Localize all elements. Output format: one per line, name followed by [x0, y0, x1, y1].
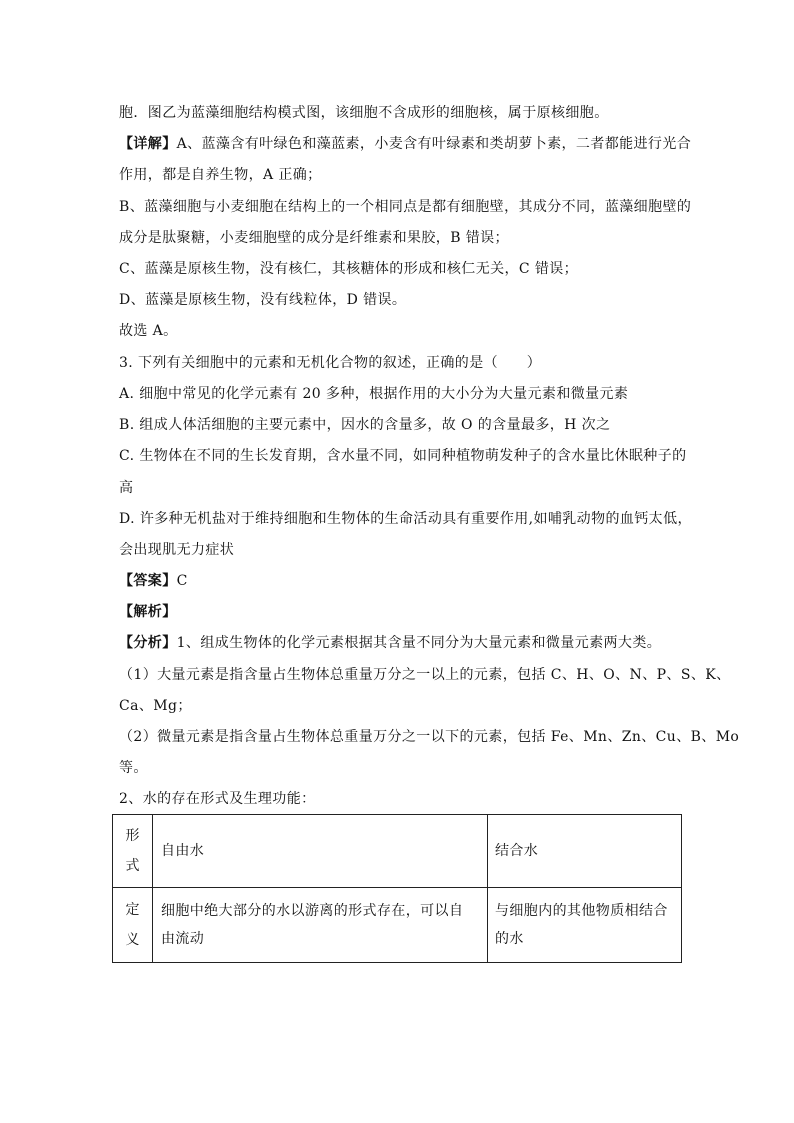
option-b: B. 组成人体活细胞的主要元素中，因水的含量多，故 O 的含量最多，H 次之	[119, 417, 611, 433]
text-line: 作用，都是自养生物，A 正确；	[119, 167, 322, 183]
text-line: 成分是肽聚糖，小麦细胞壁的成分是纤维素和果胶，B 错误；	[119, 230, 509, 246]
text-line: B、蓝藻细胞与小麦细胞在结构上的一个相同点是都有细胞壁，其成分不同，蓝藻细胞壁的	[119, 199, 692, 215]
text-line: C、蓝藻是原核生物，没有核仁，其核糖体的形成和核仁无关，C 错误；	[119, 261, 579, 277]
table-cell: 结合水	[488, 815, 682, 888]
table-cell: 自由水	[152, 815, 487, 888]
section-tag: 【解析】	[119, 604, 177, 620]
text-line: D、蓝藻是原核生物，没有线粒体，D 错误。	[119, 292, 407, 308]
table-row-header: 定义	[113, 888, 153, 963]
table-cell: 细胞中绝大部分的水以游离的形式存在，可以自由流动	[152, 888, 487, 963]
text-line: （1）大量元素是指含量占生物体总重量万分之一以上的元素，包括 C、H、O、N、P、S、K、	[119, 667, 731, 683]
analysis-heading	[119, 603, 679, 621]
text-line: 【详解】A、蓝藻含有叶绿色和藻蓝素，小麦含有叶绿素和类胡萝卜素，二者都能进行光合	[119, 136, 692, 152]
section-tag: 【答案】	[119, 573, 177, 589]
table-row-header: 形式	[113, 815, 153, 888]
option-c-cont: 高	[119, 480, 134, 496]
text-line: 2、水的存在形式及生理功能：	[119, 791, 316, 807]
option-a: A. 细胞中常见的化学元素有 20 多种，根据作用的大小分为大量元素和微量元素	[119, 386, 629, 402]
option-d-cont: 会出现肌无力症状	[119, 542, 235, 558]
text-line: 胞．图乙为蓝藻细胞结构模式图，该细胞不含成形的细胞核，属于原核细胞。	[119, 105, 609, 121]
text-line: Ca、Mg；	[119, 698, 192, 714]
table-row	[113, 815, 682, 888]
question-stem: 3. 下列有关细胞中的元素和无机化合物的叙述，正确的是（ ）	[119, 355, 542, 371]
option-c: C. 生物体在不同的生长发育期，含水量不同，如同种植物萌发种子的含水量比休眠种子的	[119, 448, 687, 464]
water-forms-table	[112, 814, 682, 963]
table-row	[113, 888, 682, 963]
text-line: 【分析】1、组成生物体的化学元素根据其含量不同分为大量元素和微量元素两大类。	[119, 635, 662, 651]
section-tag: 【详解】	[119, 136, 177, 152]
section-tag: 【分析】	[119, 635, 177, 651]
table-cell: 与细胞内的其他物质相结合的水	[488, 888, 682, 963]
answer-line: 【答案】C	[119, 573, 188, 589]
text-line: （2）微量元素是指含量占生物体总重量万分之一以下的元素，包括 Fe、Mn、Zn、Cu、B、Mo	[119, 729, 740, 745]
text-line: 等。	[119, 760, 148, 776]
option-d: D. 许多种无机盐对于维持细胞和生物体的生命活动具有重要作用,如哺乳动物的血钙太低，	[119, 511, 692, 527]
text-line: 故选 A。	[119, 323, 178, 339]
